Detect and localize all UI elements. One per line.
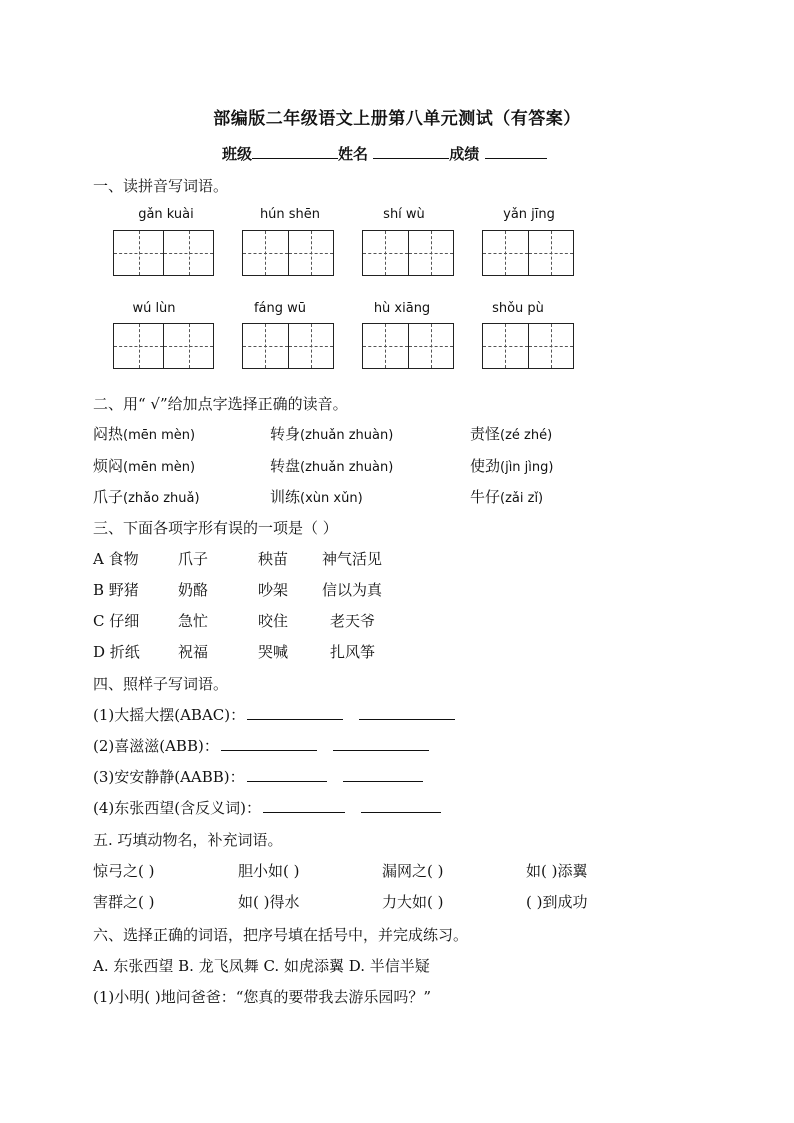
word-pattern-item: (3)安安静静(AABB)： bbox=[93, 766, 423, 787]
choice-word: 扎风筝 bbox=[330, 643, 376, 661]
idiom-fill: ( )到成功 bbox=[526, 893, 588, 911]
answer-blank[interactable] bbox=[333, 736, 429, 751]
pinyin-label: fáng wū bbox=[253, 301, 307, 316]
name-label: 姓名 bbox=[338, 145, 369, 163]
pinyin-label: yǎn jīng bbox=[503, 207, 555, 222]
answer-blank[interactable] bbox=[359, 705, 455, 720]
choice-word: 秧苗 bbox=[258, 550, 289, 568]
choice-word: 急忙 bbox=[178, 612, 209, 630]
student-info-line bbox=[222, 143, 547, 164]
pinyin-label: shǒu pù bbox=[492, 301, 544, 316]
section-3-heading: 三、下面各项字形有误的一项是（ ） bbox=[93, 519, 338, 537]
word-pattern-item: (2)喜滋滋(ABB)： bbox=[93, 735, 429, 756]
idiom-fill: 惊弓之( ) bbox=[93, 862, 155, 880]
answer-blank[interactable] bbox=[263, 798, 345, 813]
idiom-fill: 如( )得水 bbox=[238, 893, 300, 911]
choice-word: 老天爷 bbox=[330, 612, 376, 630]
section-5-heading: 五. 巧填动物名，补充词语。 bbox=[93, 831, 283, 849]
class-label: 班级 bbox=[222, 145, 253, 163]
idiom-fill: 如( )添翼 bbox=[526, 862, 588, 880]
reading-item: 烦闷(mēn mèn) bbox=[93, 457, 196, 475]
pinyin-label: wú lùn bbox=[132, 301, 176, 316]
score-label: 成绩 bbox=[449, 145, 480, 163]
choice-option: B 野猪 bbox=[93, 581, 139, 599]
reading-item: 转身(zhuǎn zhuàn) bbox=[270, 425, 394, 443]
idiom-fill: 漏网之( ) bbox=[382, 862, 444, 880]
writing-grid[interactable] bbox=[113, 230, 214, 276]
answer-blank[interactable] bbox=[247, 767, 327, 782]
writing-grid[interactable] bbox=[482, 230, 574, 276]
writing-grid[interactable] bbox=[242, 230, 334, 276]
choice-option: C 仔细 bbox=[93, 612, 140, 630]
writing-grid[interactable] bbox=[242, 323, 334, 369]
word-options: A. 东张西望 B. 龙飞凤舞 C. 如虎添翼 D. 半信半疑 bbox=[93, 957, 430, 975]
reading-item: 责怪(zé zhé) bbox=[470, 425, 553, 443]
choice-word: 咬住 bbox=[258, 612, 289, 630]
word-pattern-item: (1)大摇大摆(ABAC)： bbox=[93, 704, 455, 725]
writing-grid[interactable] bbox=[362, 230, 454, 276]
pinyin-label: gǎn kuài bbox=[138, 207, 194, 222]
page-title: 部编版二年级语文上册第八单元测试（有答案） bbox=[213, 109, 581, 129]
choice-word: 吵架 bbox=[258, 581, 289, 599]
pinyin-label: shí wù bbox=[383, 207, 425, 222]
writing-grid[interactable] bbox=[113, 323, 214, 369]
reading-item: 训练(xùn xǔn) bbox=[270, 488, 363, 506]
class-blank[interactable] bbox=[252, 144, 338, 159]
answer-blank[interactable] bbox=[221, 736, 317, 751]
writing-grid[interactable] bbox=[362, 323, 454, 369]
section-6-heading: 六、选择正确的词语，把序号填在括号中，并完成练习。 bbox=[93, 926, 469, 944]
choice-option: A 食物 bbox=[93, 550, 139, 568]
name-blank[interactable] bbox=[373, 144, 449, 159]
answer-blank[interactable] bbox=[361, 798, 441, 813]
choice-word: 奶酪 bbox=[178, 581, 209, 599]
idiom-fill: 害群之( ) bbox=[93, 893, 155, 911]
reading-item: 转盘(zhuǎn zhuàn) bbox=[270, 457, 394, 475]
choice-option: D 折纸 bbox=[93, 643, 140, 661]
choice-word: 哭喊 bbox=[258, 643, 289, 661]
answer-blank[interactable] bbox=[343, 767, 423, 782]
reading-item: 牛仔(zǎi zǐ) bbox=[470, 488, 544, 506]
idiom-fill: 胆小如( ) bbox=[238, 862, 300, 880]
score-blank[interactable] bbox=[485, 144, 547, 159]
idiom-fill: 力大如( ) bbox=[382, 893, 444, 911]
choice-word: 信以为真 bbox=[322, 581, 383, 599]
writing-grid[interactable] bbox=[482, 323, 574, 369]
choice-word: 神气活见 bbox=[322, 550, 383, 568]
answer-blank[interactable] bbox=[247, 705, 343, 720]
choice-word: 爪子 bbox=[178, 550, 209, 568]
reading-item: 爪子(zhǎo zhuǎ) bbox=[93, 488, 200, 506]
pinyin-label: hún shēn bbox=[259, 207, 321, 222]
question-1: (1)小明( )地问爸爸：“您真的要带我去游乐园吗？” bbox=[93, 988, 432, 1006]
section-2-heading: 二、用“ √”给加点字选择正确的读音。 bbox=[93, 395, 348, 413]
choice-word: 祝福 bbox=[178, 643, 209, 661]
reading-item: 使劲(jìn jìng) bbox=[470, 457, 554, 475]
word-pattern-item: (4)东张西望(含反义词)： bbox=[93, 797, 441, 818]
section-4-heading: 四、照样子写词语。 bbox=[93, 675, 229, 693]
section-1-heading: 一、读拼音写词语。 bbox=[93, 177, 229, 195]
reading-item: 闷热(mēn mèn) bbox=[93, 425, 196, 443]
pinyin-label: hù xiāng bbox=[373, 301, 431, 316]
